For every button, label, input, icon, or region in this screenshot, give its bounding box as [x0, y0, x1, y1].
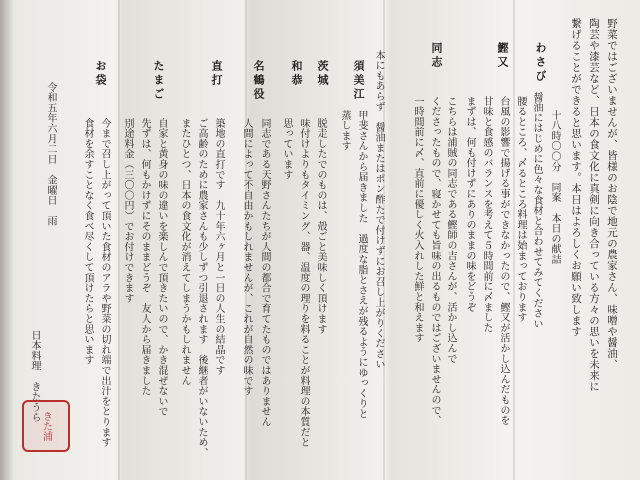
course-heading: 名鶴役 — [252, 60, 265, 102]
menu-line: 本にもあらず 醤油またはポン酢たで付けずにお召し上がりください — [373, 50, 384, 370]
menu-line: 蒸します — [339, 110, 350, 152]
menu-line: まずは、何も付けずにありのままの味をどうぞ — [464, 96, 475, 313]
menu-line: 醤油にはじめに色々な食材と合わせてみてください — [531, 92, 542, 329]
menu-line: 思っています — [281, 118, 292, 180]
menu-line: くださったもので、寝かせても旨味の出るものではございませんので、 — [429, 96, 440, 426]
menu-line: 腰るところ、〆るところ料理は始まっております — [515, 96, 526, 323]
restaurant-name: 日本料理 きたうら — [29, 330, 40, 423]
menu-line: またひとつ、日本の食文化が消えてしまうかもしれません — [179, 118, 190, 386]
menu-line: 甲斐さんから届きました 過度な脂とさえが残るようにゆっくりと — [356, 110, 367, 419]
course-heading: 鰹又 — [496, 42, 509, 70]
menu-line: 同志である天野さんたちが人間の都合で育てたものではありません — [259, 118, 270, 427]
menu-line: 味付けよりもタイミング、器、温度の理りを料ることが料理の本質だと — [298, 118, 309, 448]
menu-line: 甘味と食感のバランスを考えて５時間前に〆ました — [481, 96, 492, 333]
menu-line: 今まで召し上がって頂いた食材のアラや野菜の切れ端で出汁をとります — [99, 118, 110, 448]
menu-line: 食材を余すことなく食べ尽くして頂けたらと思います — [82, 118, 93, 366]
course-heading: 和恭 — [290, 60, 303, 88]
course-heading: 直打 — [210, 60, 223, 88]
menu-line: 十八時〇〇分 同案 本日の献詰 — [549, 110, 560, 265]
course-heading: お袋 — [94, 60, 107, 88]
course-heading: 同志 — [430, 42, 443, 70]
menu-line: 脱走したでのものは、殻ごと美味しく頂けます — [315, 118, 326, 335]
menu-line: 一時間前に〆、直前に優しく火入れした鮮と和えます — [412, 96, 423, 344]
menu-line: 台風の影響で揚げる事ができなかったので、鰹又が活かし込んだものを — [498, 96, 509, 426]
intro-line: 野菜ではございませんが、皆様のお陰で地元の農家さん、味噌や醤油、 — [606, 18, 618, 370]
date-line: 令和五年六月二日 金曜日 雨 — [45, 82, 56, 227]
menu-line: 別途料金（三〇〇円）でお付けできます — [122, 118, 133, 304]
menu-line: 築地の直打です 九十年六ヶ月と一日の人生の結晶です — [213, 118, 224, 376]
menu-line: ご高齢のために農家さんも少しずつ引退されます 後継者がいないため、 — [196, 118, 207, 458]
course-heading: 須美江 — [352, 60, 365, 102]
menu-line: 先ずは、何もかけずにそのままどうぞ 友人から届きました — [139, 118, 150, 397]
menu-line: 人間によって不自由かもしれませんが、これが自然の味です — [241, 118, 252, 397]
course-heading: 茨城 — [316, 60, 329, 88]
course-heading: わさび — [534, 42, 547, 84]
page-edge-shadow — [0, 0, 14, 480]
course-heading: たまご — [152, 60, 165, 102]
intro-line: 繋げることができると思います。本日はよろしくお願い致します — [570, 18, 582, 337]
intro-line: 陶芸や漆芸など、日本の食文化に真剣に向き合っている方々の思いを未来に — [588, 18, 600, 392]
menu-line: 自家と黄身の味の違いを楽しんで頂きたいので、かき混ぜないで — [156, 118, 167, 417]
menu-line: こちらは浦賊の同志である鰹師の吉さんが、活かし込んで — [445, 96, 456, 364]
restaurant-seal — [22, 400, 70, 452]
paper-fold — [118, 0, 120, 480]
seal-text: きた浦 — [40, 411, 52, 441]
